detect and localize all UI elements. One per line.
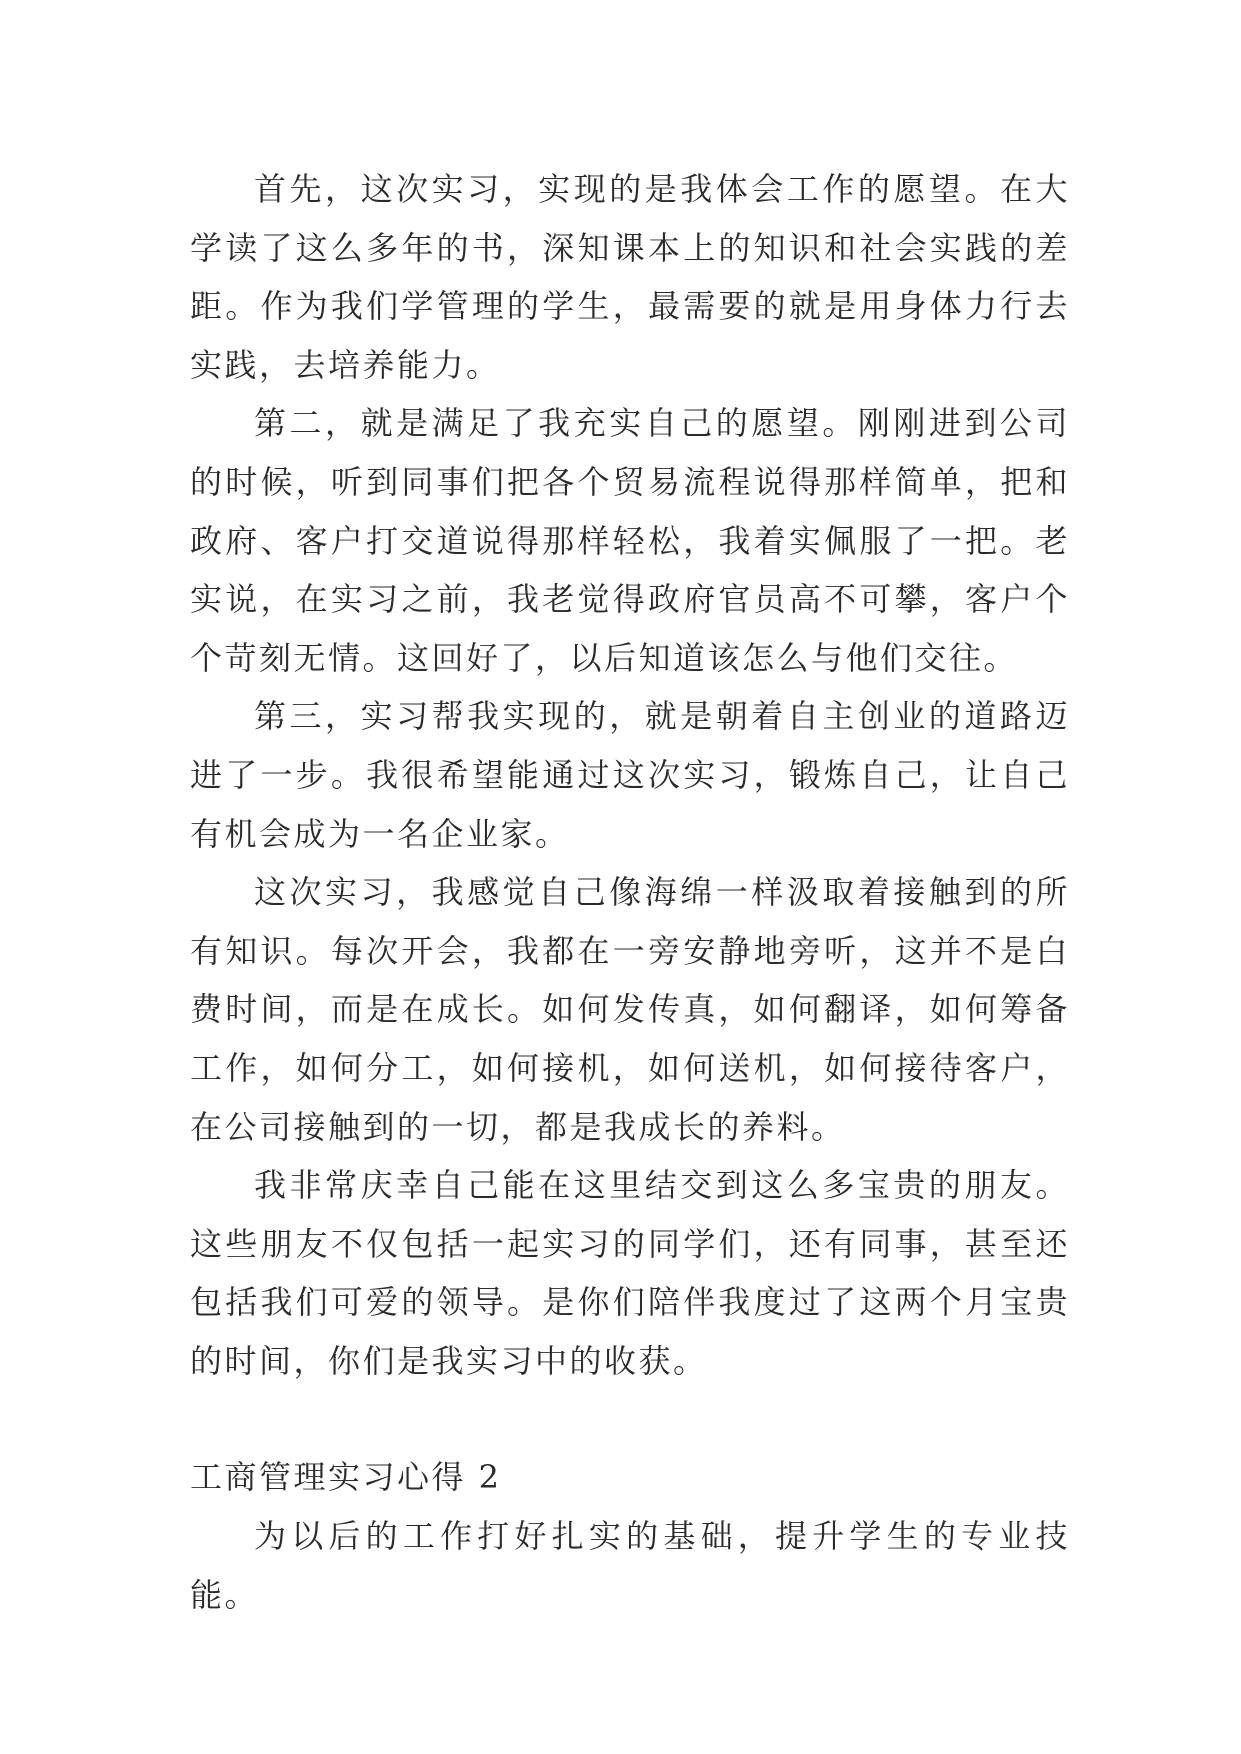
document-body — [190, 160, 1070, 1624]
body-paragraph-5: 我非常庆幸自己能在这里结交到这么多宝贵的朋友。这些朋友不仅包括一起实习的同学们，还有同事，甚至还包括我们可爱的领导。是你们陪伴我度过了这两个月宝贵的时间，你们是我实习中的收获。 — [190, 1166, 1070, 1380]
body-paragraph-4: 这次实习，我感觉自己像海绵一样汲取着接触到的所有知识。每次开会，我都在一旁安静地旁听，这并不是白费时间，而是在成长。如何发传真，如何翻译，如何筹备工作，如何分工，如何接机，如何送机，如何接待客户，在公司接触到的一切，都是我成长的养料。 — [190, 873, 1070, 1146]
section-paragraph-1: 为以后的工作打好扎实的基础，提升学生的专业技能。 — [190, 1517, 1070, 1614]
body-paragraph-3: 第三，实习帮我实现的，就是朝着自主创业的道路迈进了一步。我很希望能通过这次实习，锻炼自己，让自己有机会成为一名企业家。 — [190, 697, 1070, 853]
body-paragraph-1: 首先，这次实习，实现的是我体会工作的愿望。在大学读了这么多年的书，深知课本上的知识和社会实践的差距。作为我们学管理的学生，最需要的就是用身体力行去实践，去培养能力。 — [190, 170, 1070, 384]
body-paragraph-2: 第二，就是满足了我充实自己的愿望。刚刚进到公司的时候，听到同事们把各个贸易流程说得那样简单，把和政府、客户打交道说得那样轻松，我着实佩服了一把。老实说，在实习之前，我老觉得政府官员高不可攀，客户个个苛刻无情。这回好了，以后知道该怎么与他们交往。 — [190, 404, 1070, 677]
section-title: 工商管理实习心得 2 — [190, 1458, 502, 1497]
